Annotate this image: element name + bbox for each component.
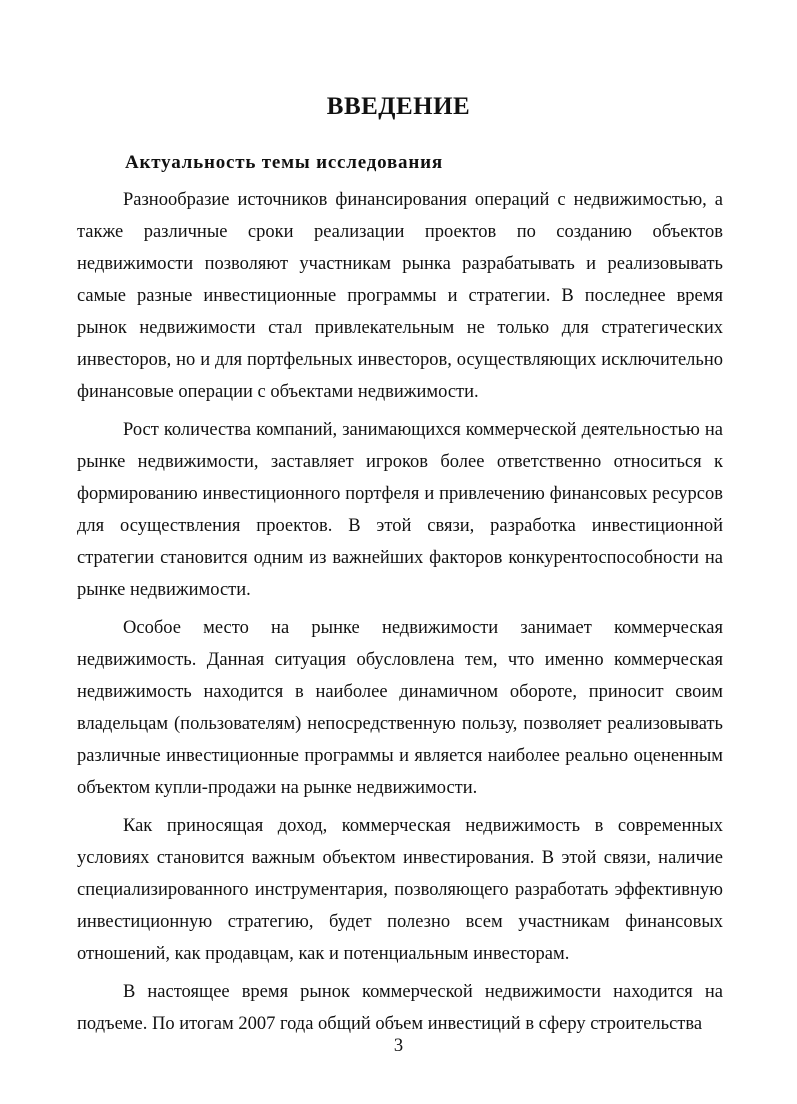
page-number: 3 xyxy=(393,1036,404,1056)
paragraph: В настоящее время рынок коммерческой недвижимости находится на подъеме. По итогам 2007 года общий объем инвестиций в сферу строительства xyxy=(77,982,723,1034)
body-text xyxy=(77,184,723,1040)
paragraph: Как приносящая доход, коммерческая недвижимость в современных условиях становится важным объектом инвестирования. В этой связи, наличие специализированного инструментария, позволяющего разработать эффективную инвестиционную стратегию, будет полезно всем участникам финансовых отношений, как продавцам, как и потенциальным инвесторам. xyxy=(77,816,723,964)
paragraph: Рост количества компаний, занимающихся коммерческой деятельностью на рынке недвижимости, заставляет игроков более ответственно относиться к формированию инвестиционного портфеля и привлечению финансовых ресурсов для осуществления проектов. В этой связи, разработка инвестиционной стратегии становится одним из важнейших факторов конкурентоспособности на рынке недвижимости. xyxy=(77,420,723,600)
paragraph: Разнообразие источников финансирования операций с недвижимостью, а также различные сроки реализации проектов по созданию объектов недвижимости позволяют участникам рынка разрабатывать и реализовывать самые разные инвестиционные программы и стратегии. В последнее время рынок недвижимости стал привлекательным не только для стратегических инвесторов, но и для портфельных инвесторов, осуществляющих исключительно финансовые операции с объектами недвижимости. xyxy=(77,190,723,402)
page-title: ВВЕДЕНИЕ xyxy=(326,93,471,120)
paragraph: Особое место на рынке недвижимости занимает коммерческая недвижимость. Данная ситуация обусловлена тем, что именно коммерческая недвижимость находится в наиболее динамичном обороте, приносит своим владельцам (пользователям) непосредственную пользу, позволяет реализовывать различные инвестиционные программы и является наиболее реально оцененным объектом купли-продажи на рынке недвижимости. xyxy=(77,618,723,798)
section-heading: Актуальность темы исследования xyxy=(125,152,443,173)
